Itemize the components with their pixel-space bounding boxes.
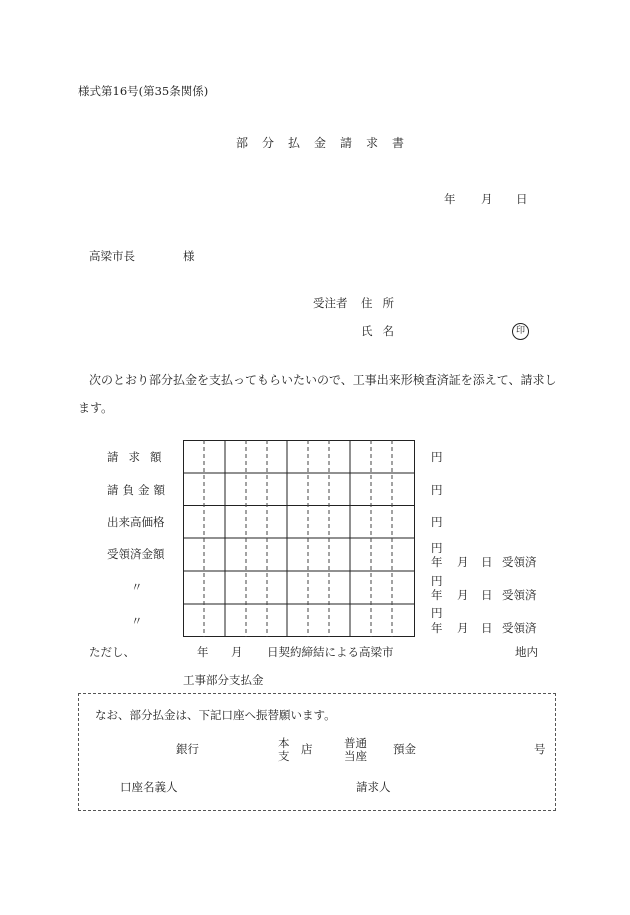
account-type-current: 当座: [344, 749, 367, 763]
bank-note: なお、部分払金は、下記口座へ振替願います。: [95, 708, 336, 722]
proviso-contract: 日契約締結による高梁市: [267, 645, 394, 659]
proviso-month: 月: [231, 645, 243, 659]
row-yen-3: 円: [431, 515, 443, 529]
branch-label: 店: [301, 742, 313, 756]
row-yen-4: 円: [431, 541, 443, 555]
row-label-received-amount: 受領済金額: [107, 547, 165, 561]
proviso-work-name: 工事部分支払金: [183, 673, 264, 687]
row-year-4: 年: [431, 555, 443, 569]
date-month: 月: [481, 192, 493, 206]
account-type: [344, 737, 367, 763]
account-number-label: 号: [534, 742, 546, 756]
date-day: 日: [516, 192, 528, 206]
row-year-6: 年: [431, 621, 443, 635]
row-yen-6: 円: [431, 606, 443, 620]
contractor-address-label: 住所: [361, 296, 404, 310]
row-received-5: 受領済: [502, 588, 537, 602]
row-yen-2: 円: [431, 483, 443, 497]
row-day-6: 日: [481, 621, 493, 635]
row-label-request-amount: 請求額: [107, 450, 172, 464]
claimant-label: 請求人: [356, 780, 391, 794]
branch-type: [278, 737, 290, 763]
row-label-ditto-2: 〃: [131, 614, 143, 628]
row-month-4: 月: [457, 555, 469, 569]
addressee-honorific: 様: [183, 249, 195, 263]
account-type-ordinary: 普通: [344, 736, 367, 750]
row-yen-1: 円: [431, 450, 443, 464]
account-holder-label: 口座名義人: [120, 780, 178, 794]
row-received-4: 受領済: [502, 555, 537, 569]
row-received-6: 受領済: [502, 621, 537, 635]
row-year-5: 年: [431, 588, 443, 602]
row-day-4: 日: [481, 555, 493, 569]
branch-main: 本: [278, 736, 290, 750]
branch-sub: 支: [278, 749, 290, 763]
row-day-5: 日: [481, 588, 493, 602]
row-yen-5: 円: [431, 574, 443, 588]
body-text-line1: 次のとおり部分払金を支払ってもらいたいので、工事出来形検査済証を添えて、請求し: [89, 373, 557, 387]
addressee-name: 高梁市長: [89, 249, 135, 263]
row-label-ditto-1: 〃: [131, 580, 143, 594]
date-year: 年: [444, 192, 456, 206]
seal-mark: 印: [512, 323, 529, 340]
bank-label: 銀行: [176, 742, 199, 756]
deposit-label: 預金: [393, 742, 416, 756]
contractor-label: 受注者: [313, 296, 348, 310]
proviso-location: 地内: [515, 645, 538, 659]
amount-grid: [183, 440, 415, 638]
row-label-contract-amount: 請負金額: [107, 483, 169, 497]
row-month-5: 月: [457, 588, 469, 602]
page-title: 部分払金請求書: [236, 136, 419, 150]
body-text-line2: ます。: [78, 401, 114, 415]
contractor-name-label: 氏名: [361, 324, 404, 338]
proviso-year: 年: [197, 645, 209, 659]
form-number: 様式第16号(第35条関係): [78, 84, 209, 98]
proviso-prefix: ただし、: [89, 645, 135, 659]
row-label-progress-value: 出来高価格: [107, 515, 165, 529]
row-month-6: 月: [457, 621, 469, 635]
